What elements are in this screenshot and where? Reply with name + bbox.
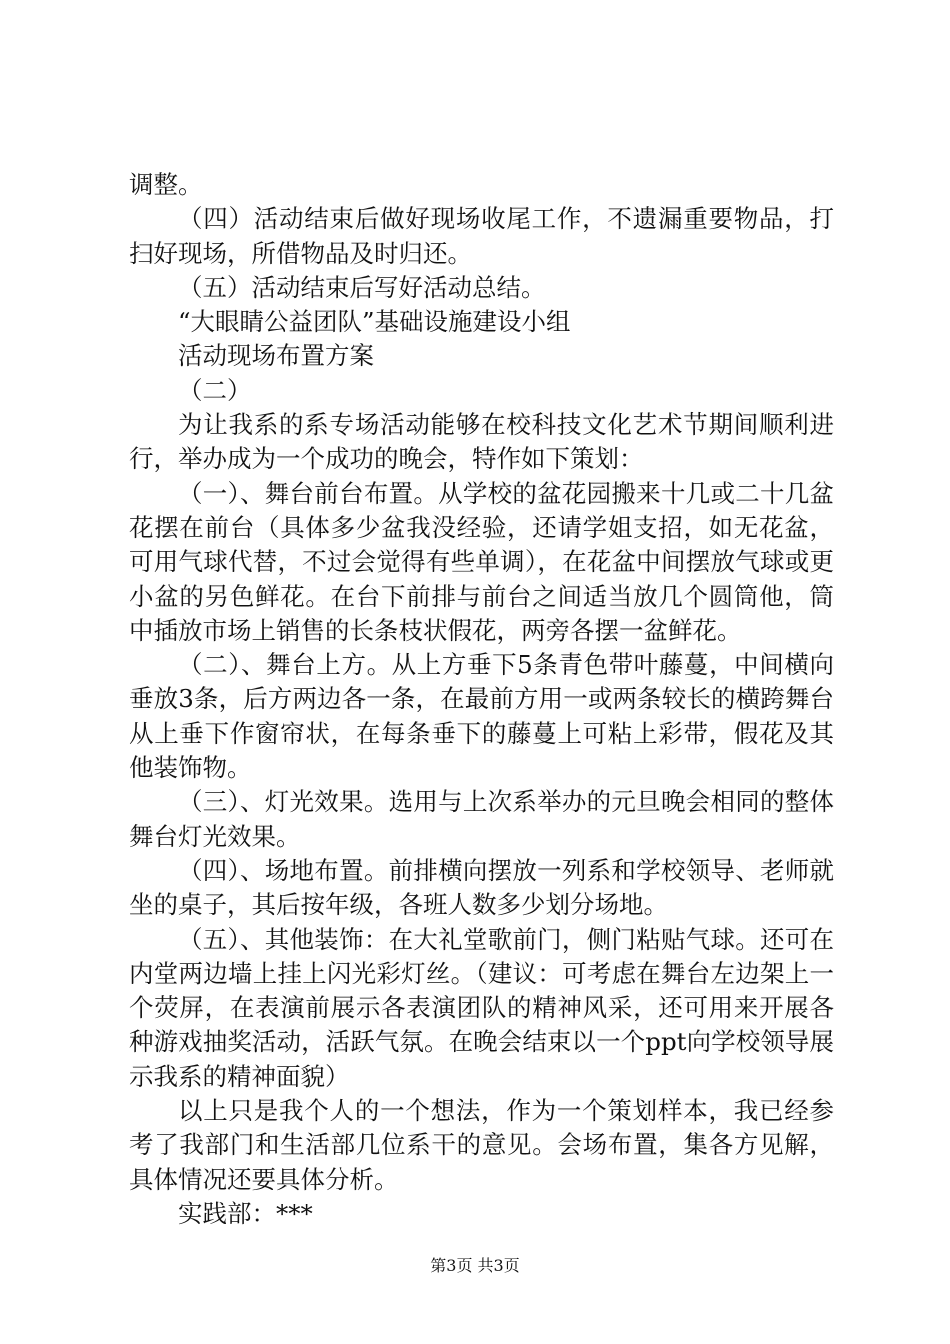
paragraph-item-four: （四）活动结束后做好现场收尾工作，不遗漏重要物品，打扫好现场，所借物品及时归还。 (129, 204, 834, 268)
paragraph-venue: （四）、场地布置。前排横向摆放一列系和学校领导、老师就坐的桌子，其后按年级，各班人数多少划分场地。 (129, 855, 834, 920)
section-number: （二） (178, 375, 252, 405)
paragraph-stage-front: （一）、舞台前台布置。从学校的盆花园搬来十几或二十几盆花摆在前台（具体多少盆我没经验，还请学姐支招，如无花盆，可用气球代替，不过会觉得有些单调），在花盆中间摆放气球或更小盆的另色鲜花。在台下前排与前台之间适当放几个圆筒他，筒中插放市场上销售的长条枝状假花，两旁各摆一盆鲜花。 (129, 478, 834, 645)
paragraph-lighting: （三）、灯光效果。选用与上次系举办的元旦晚会相同的整体舞台灯光效果。 (129, 787, 834, 851)
paragraph-team-name: “大眼睛公益团队”基础设施建设小组 (178, 307, 571, 337)
paragraph-item-five: （五）活动结束后写好活动总结。 (178, 272, 546, 302)
paragraph-decoration: （五）、其他装饰：在大礼堂歌前门，侧门粘贴气球。还可在内堂两边墙上挂上闪光彩灯丝。（建议：可考虑在舞台左边架上一个荧屏，在表演前展示各表演团队的精神风采，还可用来开展各种游戏抽奖活动，活跃气氛。在晚会结束以一个ppt向学校领导展示我系的精神面貌） (129, 924, 834, 1091)
signature-line: 实践部：*** (178, 1198, 313, 1228)
section-title: 活动现场布置方案 (178, 341, 374, 371)
paragraph-continuation: 调整。 (129, 170, 203, 199)
document-body (129, 168, 834, 1231)
paragraph-stage-top: （二）、舞台上方。从上方垂下5条青色带叶藤蔓，中间横向垂放3条，后方两边各一条，在最前方用一或两条较长的横跨舞台从上垂下作窗帘状，在每条垂下的藤蔓上可粘上彩带，假花及其他装饰物。 (129, 650, 834, 783)
paragraph-intro: 为让我系的系专场活动能够在校科技文化艺术节期间顺利进行，举办成为一个成功的晚会，特作如下策划： (129, 410, 834, 474)
paragraph-conclusion: 以上只是我个人的一个想法，作为一个策划样本，我已经参考了我部门和生活部几位系干的意见。会场布置，集各方见解，具体情况还要具体分析。 (129, 1096, 834, 1194)
page-footer: 第3页 共3页 (430, 1256, 520, 1275)
